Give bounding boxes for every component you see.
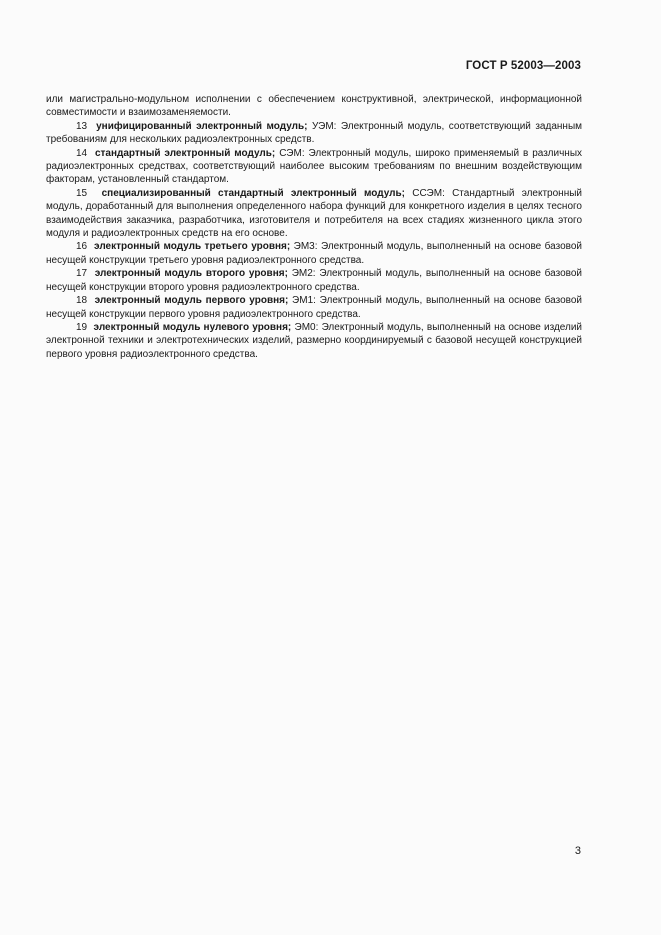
definition-13 (46, 120, 582, 147)
definition-number: 18 (76, 295, 88, 307)
definition-14 (46, 147, 582, 187)
definition-17 (46, 267, 582, 294)
definition-term: электронный модуль второго уровня; (94, 268, 288, 280)
definition-text: ЭМ3: Электронный модуль, выполненный на основе базовой несущей конструкции третьего уровня радиоэлектронного средства. (46, 241, 582, 266)
definition-number: 15 (76, 187, 88, 199)
definition-term: стандартный электронный модуль; (94, 147, 276, 159)
intro-paragraph: или магистрально-модульном исполнении с обеспечением конструктивной, электрической, информационной совместимости и взаимозаменяемости. (46, 94, 582, 119)
definition-term: специализированный стандартный электронный модуль; (101, 187, 405, 199)
definition-number: 14 (76, 147, 88, 159)
definition-term: электронный модуль нулевого уровня; (93, 321, 292, 333)
definition-term: унифицированный электронный модуль; (96, 120, 308, 132)
definition-number: 16 (76, 241, 88, 253)
definition-16 (46, 240, 582, 267)
definition-text: СЭМ: Электронный модуль, широко применяемый в различных радиоэлектронных средствах, соответствующий наиболее высоким требованиям по внешним воздействующим факторам, установленный стандартом. (46, 147, 583, 186)
document-body (46, 93, 582, 361)
definition-text: УЭМ: Электронный модуль, соответствующий заданным требованиям для нескольких радиоэлектронных средств. (46, 120, 583, 146)
definition-number: 13 (76, 120, 88, 132)
definition-number: 17 (76, 268, 88, 280)
definition-term: электронный модуль первого уровня; (94, 295, 289, 307)
definition-text: ЭМ1: Электронный модуль, выполненный на основе базовой несущей конструкции первого уровня радиоэлектронного средства. (46, 295, 582, 320)
definition-15 (46, 187, 582, 241)
definition-text: ЭМ0: Электронный модуль, выполненный на основе изделий электронной техники и электротехнических изделий, размерно координируемый с базовой несущей конструкцией первого уровня радиоэлектронного средства. (46, 321, 583, 360)
definition-text: ССЭМ: Стандартный электронный модуль, доработанный для выполнения определенного набора функций для конкретного изделия в целях тесного взаимодействия заказчика, разработчика, изготовителя и потребителя на всех стадиях жизненного цикла этого модуля и радиоэлектронных средств на его основе. (46, 187, 582, 240)
definition-number: 19 (76, 321, 88, 333)
definition-text: ЭМ2: Электронный модуль, выполненный на основе базовой несущей конструкции второго уровня радиоэлектронного средства. (46, 268, 583, 293)
document-header: ГОСТ Р 52003—2003 (465, 60, 581, 72)
definition-term: электронный модуль третьего уровня; (94, 241, 291, 253)
definition-18 (46, 294, 582, 321)
page-number: 3 (574, 845, 581, 857)
definition-19 (46, 321, 582, 361)
